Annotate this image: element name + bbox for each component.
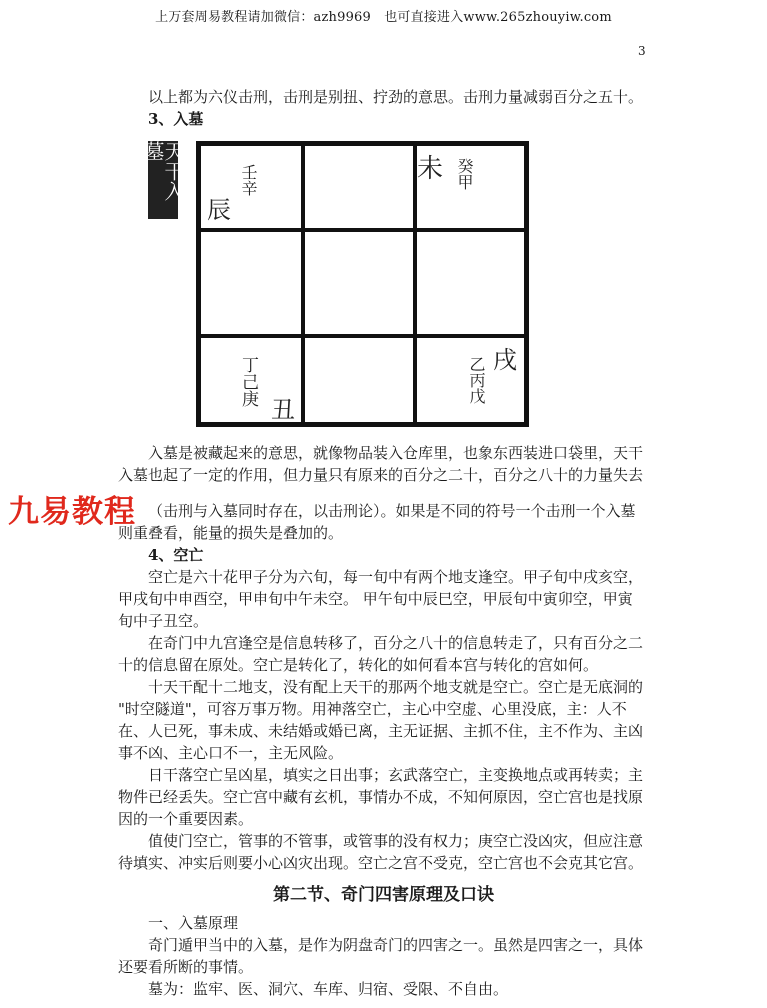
paragraph-line: 十天干配十二地支，没有配上天干的那两个地支就是空亡。空亡是无底洞的 — [148, 678, 644, 696]
paragraph-line: 待填实、冲实后则要小心凶灾出现。空亡之宫不受克，空亡宫也不会克其它宫。 — [118, 854, 644, 872]
page-header: 上万套周易教程请加微信：azh9969 也可直接进入www.265zhouyiw.com — [155, 10, 612, 25]
paragraph-line: 事不凶、主心口不一，主无风险。 — [118, 744, 344, 762]
cell-wei-branch: 未 — [417, 154, 444, 184]
grid-line — [201, 334, 524, 338]
paragraph-line: 则重叠看，能量的损失是叠加的。 — [118, 524, 344, 542]
page-number: 3 — [638, 44, 646, 58]
paragraph-line: 空亡是六十花甲子分为六旬，每一旬中有两个地支逢空。甲子旬中戌亥空， — [148, 568, 644, 586]
paragraph-line: 入墓是被藏起来的意思，就像物品装入仓库里，也象东西装进口袋里，天干 — [148, 444, 644, 462]
paragraph-line: （击刑与入墓同时存在，以击刑论）。如果是不同的符号一个击刑一个入墓 — [148, 502, 636, 520]
paragraph-line: 值使门空亡，管事的不管事，或管事的没有权力；庚空亡没凶灾，但应注意 — [148, 832, 644, 850]
palace-grid-diagram — [196, 141, 529, 427]
cell-xu-stems: 乙丙戊 — [467, 356, 486, 404]
grid-line — [413, 146, 417, 422]
paragraph-line: 十的信息留在原处。空亡是转化了，转化的如何看本宫与转化的宫如何。 — [118, 656, 599, 674]
grid-line — [201, 228, 524, 232]
section-title: 第二节、奇门四害原理及口诀 — [273, 885, 494, 905]
cell-chou-branch: 丑 — [271, 396, 295, 424]
paragraph-line: 在、人已死，事未成、未结婚或婚已离，主无证据、主抓不住，主不作为、主凶 — [118, 722, 644, 740]
paragraph-line: 以上都为六仪击刑，击刑是别扭、拧劲的意思。击刑力量减弱百分之五十。 — [148, 88, 644, 106]
cell-chen-stems: 壬辛 — [239, 164, 258, 196]
cell-wei-stems: 癸甲 — [455, 158, 474, 190]
grid-line — [301, 146, 305, 422]
paragraph-line: 因的一个重要因素。 — [118, 810, 254, 828]
paragraph-line: 入墓也起了一定的作用，但力量只有原来的百分之二十，百分之八十的力量失去 — [118, 466, 644, 484]
subheading-ru-mu-principle: 一、入墓原理 — [148, 914, 239, 932]
paragraph-line: 甲戌旬中申酉空，甲申旬中午未空。 甲午旬中辰巳空，甲辰旬中寅卯空，甲寅 — [118, 590, 633, 608]
paragraph-line: 墓为：监牢、医、洞穴、车库、归宿、受限、不自由。 — [148, 980, 509, 998]
paragraph-line: 旬中子丑空。 — [118, 612, 209, 630]
subheading-kong-wang: 4、空亡 — [148, 546, 204, 564]
cell-xu-branch: 戌 — [493, 346, 517, 374]
diagram-side-label: 天干入墓 — [148, 141, 178, 219]
subheading-ru-mu: 3、入墓 — [148, 110, 204, 128]
cell-chou-stems: 丁己庚 — [238, 356, 258, 407]
cell-chen-branch: 辰 — [207, 196, 231, 224]
paragraph-line: 在奇门中九宫逢空是信息转移了，百分之八十的信息转走了，只有百分之二 — [148, 634, 644, 652]
paragraph-line: 奇门遁甲当中的入墓，是作为阴盘奇门的四害之一。虽然是四害之一，具体 — [148, 936, 644, 954]
paragraph-line: "时空隧道"，可容万事万物。用神落空亡，主心中空虚、心里没底，主：人不 — [118, 700, 627, 718]
paragraph-line: 物件已经丢失。空亡宫中藏有玄机，事情办不成，不知何原因，空亡宫也是找原 — [118, 788, 644, 806]
paragraph-line: 日干落空亡呈凶星，填实之日出事；玄武落空亡，主变换地点或再转卖；主 — [148, 766, 644, 784]
watermark-logo: 九易教程 — [8, 494, 136, 530]
paragraph-line: 还要看所断的事情。 — [118, 958, 254, 976]
